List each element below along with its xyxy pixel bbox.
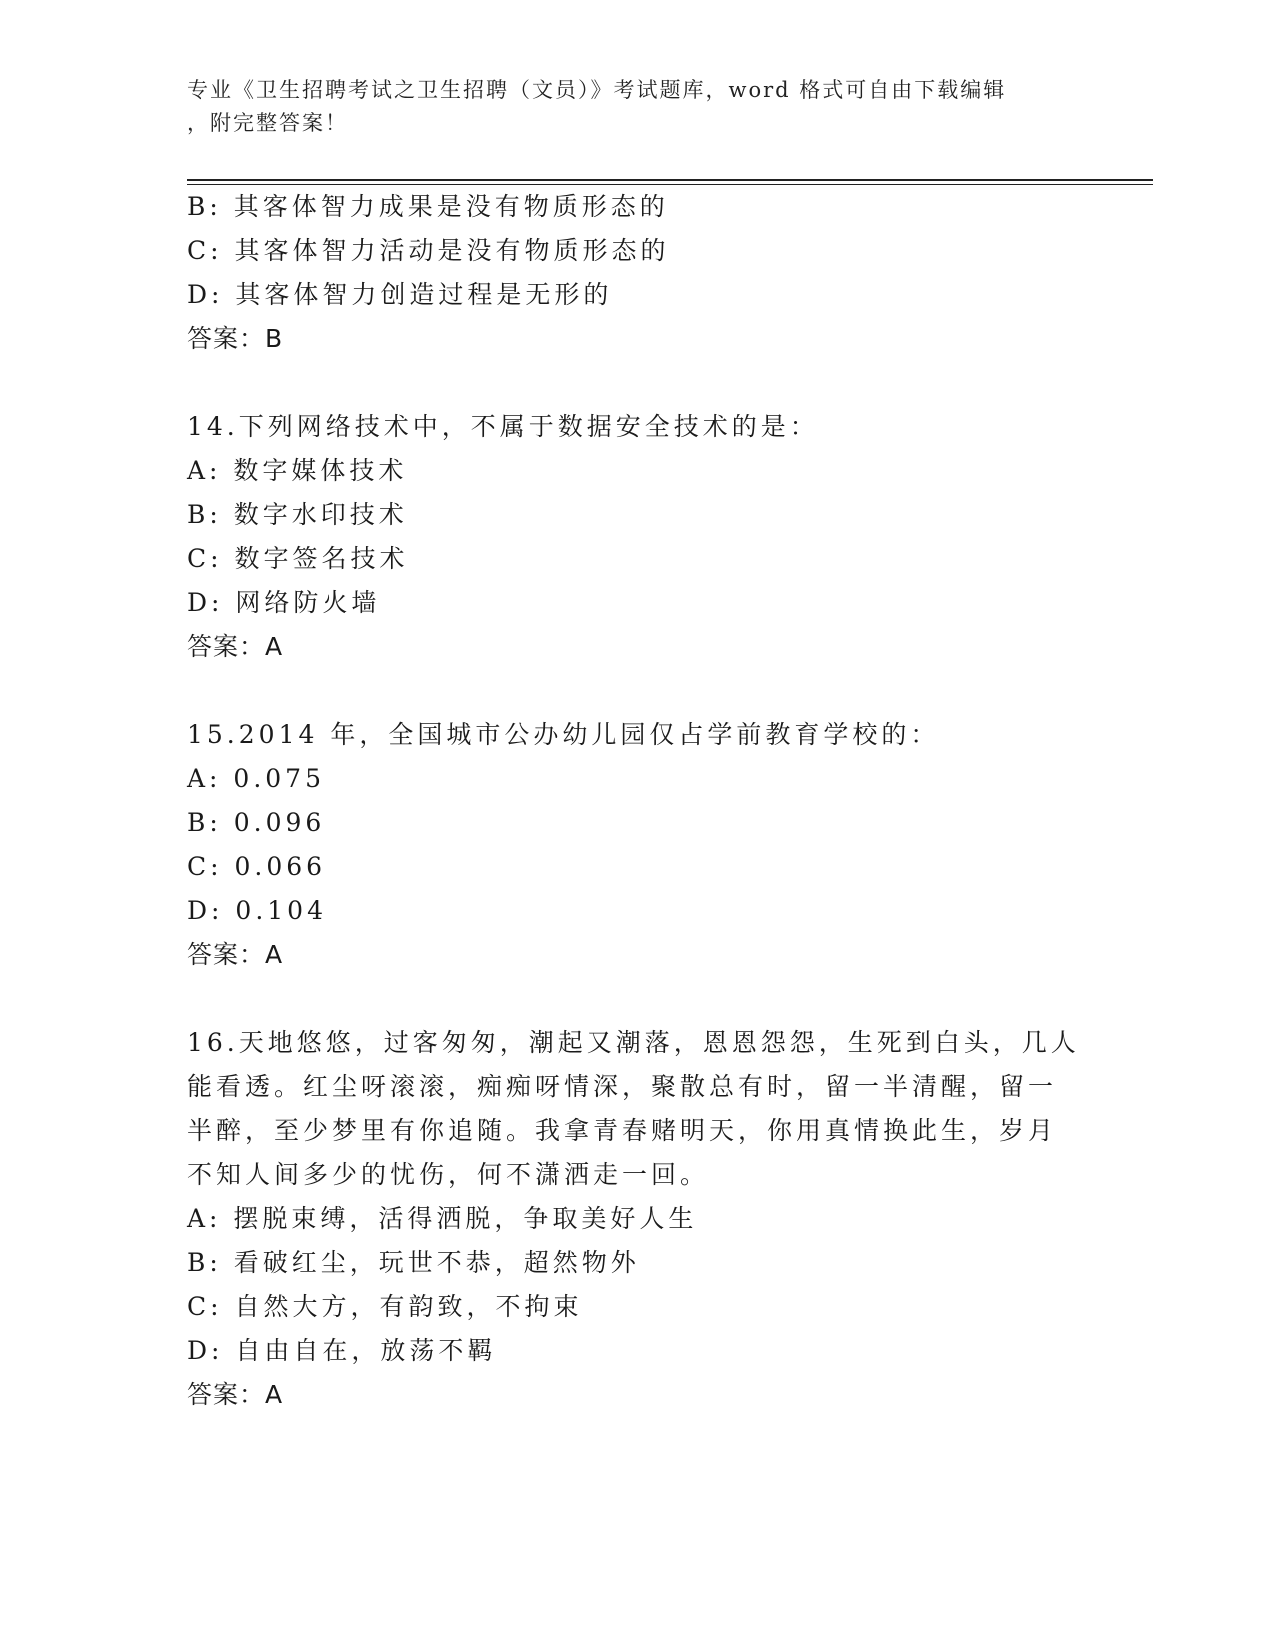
q14-answer: 答案：A (187, 632, 284, 661)
document-header (187, 74, 1077, 140)
q13-option-d: D: 其客体智力创造过程是无形的 (187, 280, 613, 309)
q16-option-c: C: 自然大方，有韵致，不拘束 (187, 1292, 583, 1321)
q14-question: 14.下列网络技术中，不属于数据安全技术的是： (187, 412, 819, 441)
q15-option-a: A: 0.075 (187, 764, 325, 793)
q16-answer: 答案：A (187, 1380, 284, 1409)
header-line-1: 专业《卫生招聘考试之卫生招聘（文员）》考试题库，word 格式可自由下载编辑 (187, 78, 1007, 102)
q15-option-b: B: 0.096 (187, 808, 326, 837)
q15-option-c: C: 0.066 (187, 852, 327, 881)
q14-option-a: A: 数字媒体技术 (187, 456, 408, 485)
q16-question-line-1: 16.天地悠悠，过客匆匆，潮起又潮落，恩恩怨怨，生死到白头，几人 (187, 1028, 1080, 1057)
header-line-2: ，附完整答案！ (187, 111, 348, 135)
q15-option-d: D: 0.104 (187, 896, 327, 925)
q16-option-d: D: 自由自在，放荡不羁 (187, 1336, 497, 1365)
header-divider-thick (187, 179, 1153, 181)
q16-question-line-4: 不知人间多少的忧伤，何不潇洒走一回。 (187, 1160, 710, 1189)
q16-option-b: B: 看破红尘，玩世不恭，超然物外 (187, 1248, 640, 1277)
q13-option-b: B: 其客体智力成果是没有物质形态的 (187, 192, 669, 221)
q13-option-c: C: 其客体智力活动是没有物质形态的 (187, 236, 670, 265)
header-divider-thin (187, 184, 1153, 185)
q14-option-c: C: 数字签名技术 (187, 544, 409, 573)
q14-option-b: B: 数字水印技术 (187, 500, 408, 529)
q14-option-d: D: 网络防火墙 (187, 588, 381, 617)
q13-answer: 答案：B (187, 324, 284, 353)
q15-answer: 答案：A (187, 940, 284, 969)
q16-option-a: A: 摆脱束缚，活得洒脱，争取美好人生 (187, 1204, 698, 1233)
q15-question: 15.2014 年，全国城市公办幼儿园仅占学前教育学校的： (187, 720, 940, 749)
q16-question-line-2: 能看透。红尘呀滚滚，痴痴呀情深，聚散总有时，留一半清醒，留一 (187, 1072, 1058, 1101)
q16-question-line-3: 半醉，至少梦里有你追随。我拿青春赌明天，你用真情换此生，岁月 (187, 1116, 1058, 1145)
